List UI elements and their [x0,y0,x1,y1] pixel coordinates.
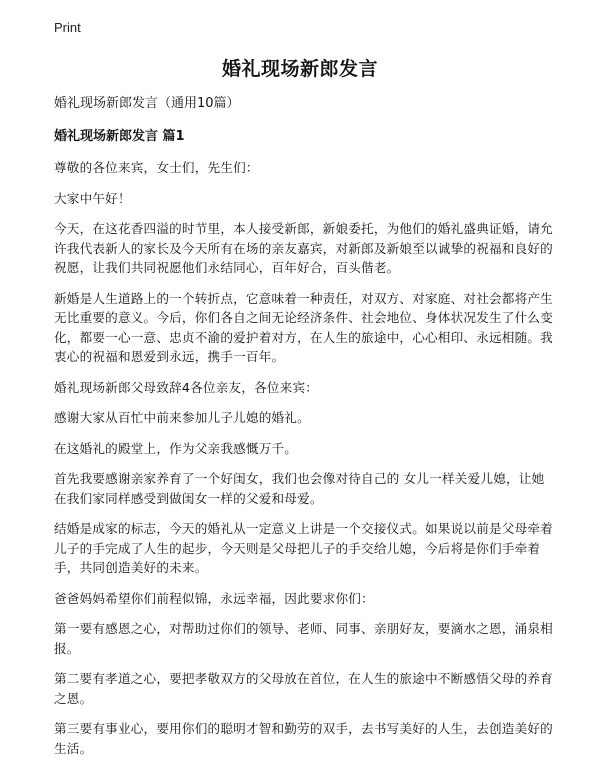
paragraph-gratitude: 第一要有感恩之心，对帮助过你们的领导、老师、同事、亲朋好友，要滴水之恩，涌泉相报。 [54,621,553,656]
print-link[interactable]: Print [54,20,81,35]
paragraph-hopes: 爸爸妈妈希望你们前程似锦，永远幸福，因此要求你们： [54,590,374,606]
paragraph-officiant: 今天，在这花香四溢的时节里，本人接受新郎，新娘委托，为他们的婚礼盛典证婚，请允许我代表新人的家长及今天所有在场的亲友嘉宾，对新郎及新娘至以诚挚的祝福和良好的祝愿，让我们共同祝愿他们永结同心，百年好合，百头偕老。 [54,221,553,275]
paragraph-marriage-meaning: 结婚是成家的标志，今天的婚礼从一定意义上讲是一个交接仪式。如果说以前是父母牵着儿子的手完成了人生的起步，今天则是父母把儿子的手交给儿媳，今后将是你们手牵着手，共同创造美好的未来。 [54,521,553,575]
paragraph-career: 第三要有事业心，要用你们的聪明才智和勤劳的双手，去书写美好的人生，去创造美好的生活。 [54,721,553,756]
paragraph-filial-piety: 第二要有孝道之心，要把孝敬双方的父母放在首位，在人生的旅途中不断感悟父母的养育之恩。 [54,671,553,706]
paragraph-parents-address: 婚礼现场新郎父母致辞4各位亲友，各位来宾： [54,379,319,395]
page-title: 婚礼现场新郎发言 [221,58,378,80]
paragraph-hello: 大家中午好！ [54,190,131,206]
paragraph-thanks: 感谢大家从百忙中前来参加儿子儿媳的婚礼。 [54,410,310,425]
paragraph-turning-point: 新婚是人生道路上的一个转折点，它意味着一种责任，对双方、对家庭、对社会都将产生无比重要的意义。今后，你们各自之间无论经济条件、社会地位、身体状况发生了什么变化，都要一心一意、忠贞不渝的爱护着对方，在人生的旅途中，心心相印、永远相随。我衷心的祝福和恩爱到永远，携手一百年。 [54,290,553,364]
document-body [54,94,556,769]
document-subtitle: 婚礼现场新郎发言（通用10篇） [54,96,240,111]
paragraph-father-feelings: 在这婚礼的殿堂上，作为父亲我感慨万千。 [54,440,298,456]
paragraph-in-laws: 首先我要感谢亲家养育了一个好闺女，我们也会像对待自己的 女儿一样关爱儿媳，让她在我们家同样感受到做闺女一样的父爱和母爱。 [54,471,545,506]
paragraph-greeting: 尊敬的各位来宾，女士们，先生们： [54,160,259,175]
section-heading: 婚礼现场新郎发言 篇1 [54,129,185,144]
